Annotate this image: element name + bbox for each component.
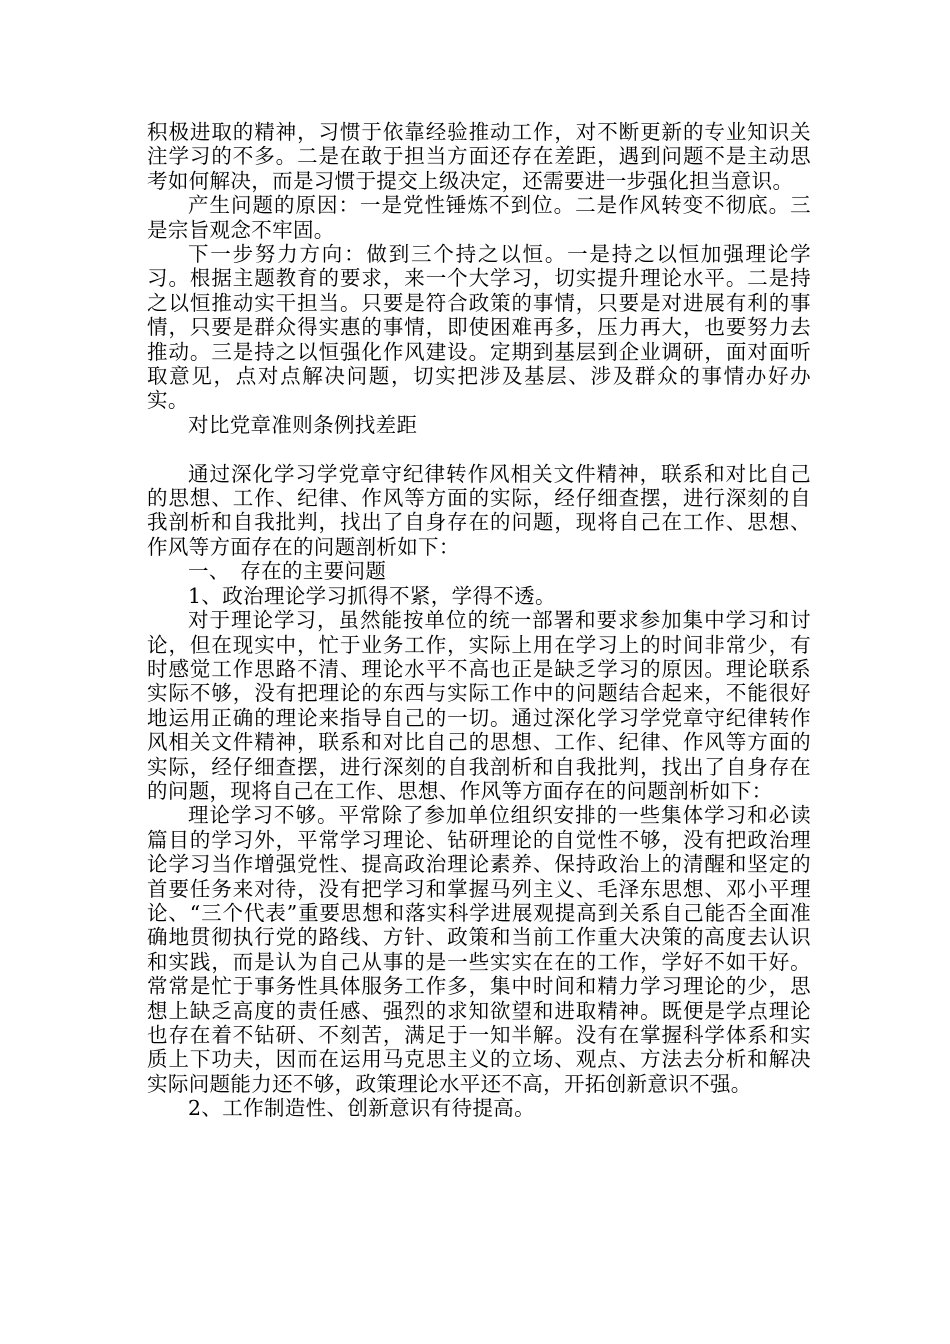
paragraph-continuation: 积极进取的精神，习惯于依靠经验推动工作，对不断更新的专业知识关注学习的不多。二是在敢于担当方面还存在差距，遇到问题不是主动思考如何解决，而是习惯于提交上级决定，还需要进一步强化担当意识。 <box>147 120 811 193</box>
section-heading: 对比党章准则条例找差距 <box>188 412 418 437</box>
paragraph-intro: 通过深化学习学党章守纪律转作风相关文件精神，联系和对比自己的思想、工作、纪律、作风等方面的实际，经仔细查摆，进行深刻的自我剖析和自我批判，找出了自身存在的问题，现将自己在工作、思想、作风等方面存在的问题剖析如下： <box>147 461 811 559</box>
paragraph-theory-study: 对于理论学习，虽然能按单位的统一部署和要求参加集中学习和讨论，但在现实中，忙于业务工作，实际上用在学习上的时间非常少，有时感觉工作思路不清、理论水平不高也正是缺乏学习的原因。理论联系实际不够，没有把理论的东西与实际工作中的问题结合起来，不能很好地运用正确的理论来指导自己的一切。通过深化学习学党章守纪律转作风相关文件精神，联系和对比自己的思想、工作、纪律、作风等方面的实际，经仔细查摆，进行深刻的自我剖析和自我批判，找出了自身存在的问题，现将自己在工作、思想、作风等方面存在的问题剖析如下： <box>147 608 811 803</box>
blank-line <box>147 437 811 461</box>
paragraph-theory-insufficient: 理论学习不够。平常除了参加单位组织安排的一些集体学习和必读篇目的学习外，平常学习理论、钻研理论的自觉性不够，没有把政治理论学习当作增强党性、提高政治理论素养、保持政治上的清醒和坚定的首要任务来对待，没有把学习和掌握马列主义、毛泽东思想、邓小平理论、“三个代表”重要思想和落实科学进展观提高到关系自己能否全面准确地贯彻执行党的路线、方针、政策和当前工作重大决策的高度去认识和实践，而是认为自己从事的是一些实实在在的工作，学好不如干好。常常是忙于事务性具体服务工作多，集中时间和精力学习理论的少，思想上缺乏高度的责任感、强烈的求知欲望和进取精神。既便是学点理论也存在着不钻研、不刻苦，满足于一知半解。没有在掌握科学体系和实质上下功夫，因而在运用马克思主义的立场、观点、方法去分析和解决实际问题能力还不够，政策理论水平还不高，开拓创新意识不强。 <box>147 803 811 1096</box>
paragraph-next-steps: 下一步努力方向：做到三个持之以恒。一是持之以恒加强理论学习。根据主题教育的要求，来一个大学习，切实提升理论水平。二是持之以恒推动实干担当。只要是符合政策的事情，只要是对进展有利的事情，只要是群众得实惠的事情，即使困难再多，压力再大，也要努力去推动。三是持之以恒强化作风建设。定期到基层到企业调研，面对面听取意见，点对点解决问题，切实把涉及基层、涉及群众的事情办好办实。 <box>147 242 811 413</box>
subheading-1: 1、政治理论学习抓得不紧，学得不透。 <box>188 583 556 608</box>
subheading-2: 2、工作制造性、创新意识有待提高。 <box>188 1096 535 1121</box>
heading-main-problems: 一、 存在的主要问题 <box>188 559 387 584</box>
document-page <box>147 120 811 1121</box>
paragraph-problem-causes: 产生问题的原因：一是党性锤炼不到位。二是作风转变不彻底。三是宗旨观念不牢固。 <box>147 193 811 242</box>
